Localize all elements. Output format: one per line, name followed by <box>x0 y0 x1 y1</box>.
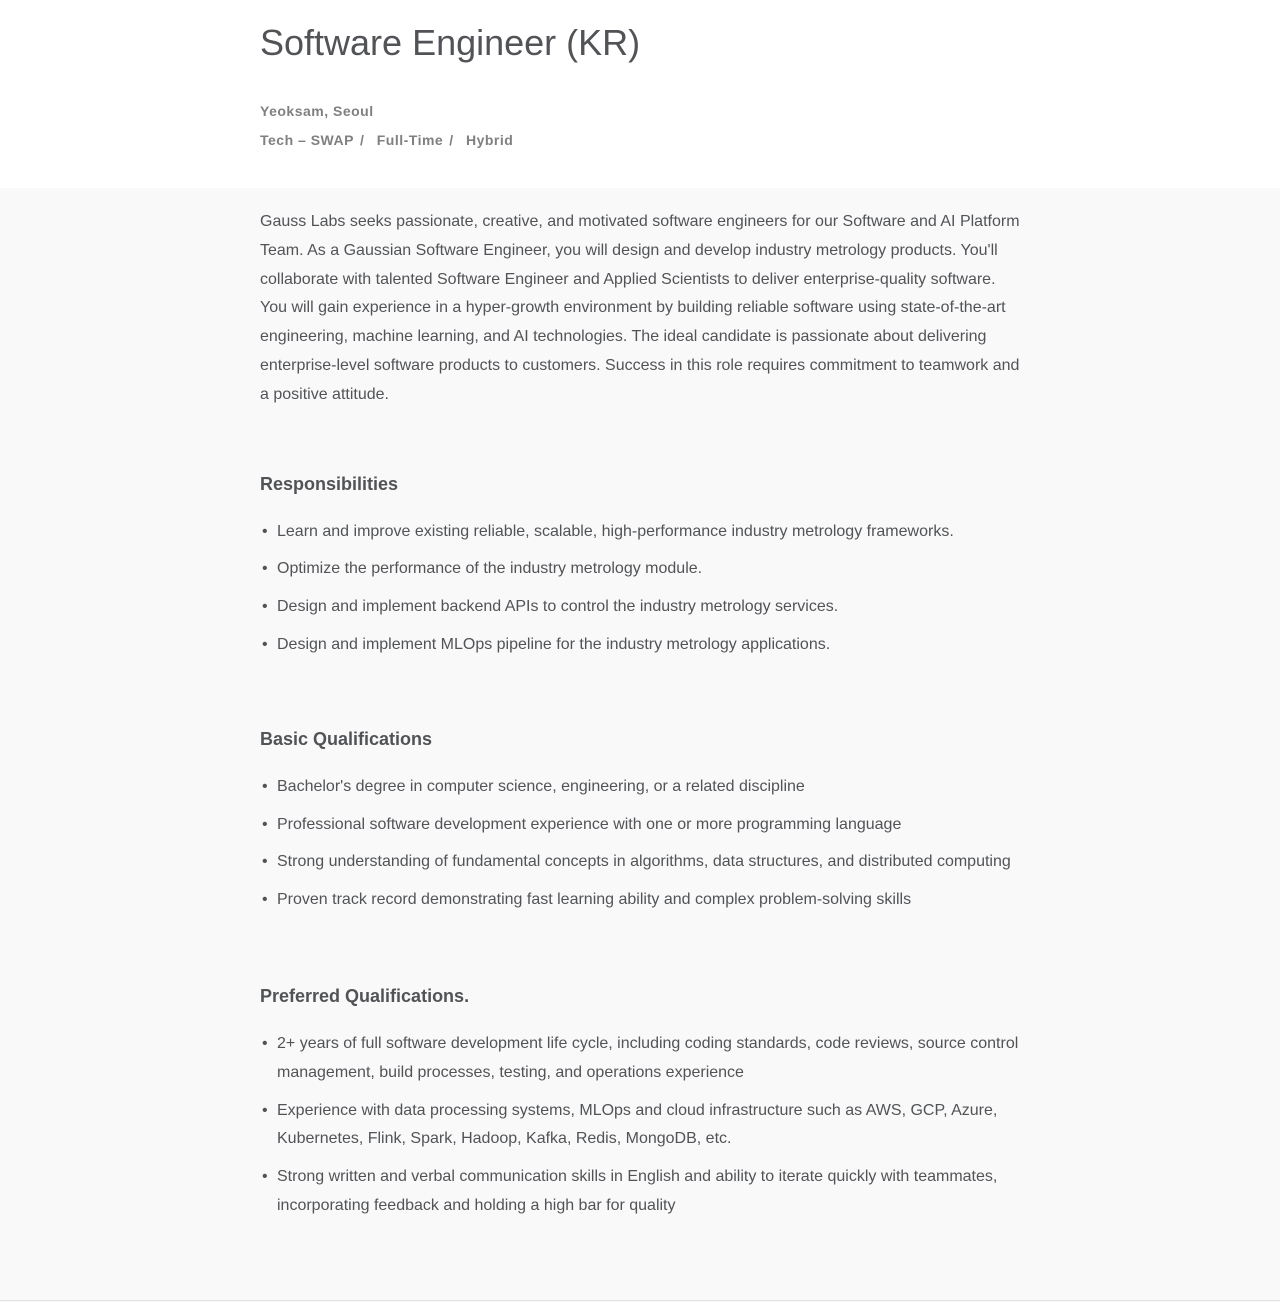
team-label: Tech – SWAP <box>260 132 354 148</box>
content-column <box>260 208 1020 1221</box>
section-heading: Preferred Qualifications. <box>260 985 470 1006</box>
responsibilities-section <box>260 472 1020 660</box>
posting-content <box>0 188 1280 1221</box>
list-item: • Bachelor's degree in computer science, engineering, or a related discipline <box>260 773 1020 802</box>
bottom-divider <box>0 1300 1280 1301</box>
list-item: • Strong written and verbal communication skills in English and ability to iterate quickly with teammates, incorporating feedback and holding a high bar for quality <box>260 1163 1020 1221</box>
list-item: • Optimize the performance of the industry metrology module. <box>260 555 1020 584</box>
posting-header <box>0 0 1280 188</box>
list-item: • Strong understanding of fundamental concepts in algorithms, data structures, and distributed computing <box>260 848 1020 877</box>
workplace-label: Hybrid <box>465 132 514 148</box>
location-label: Yeoksam, Seoul <box>260 103 374 119</box>
list-item: • 2+ years of full software development life cycle, including coding standards, code reviews, source control management, build processes, testing, and operations experience <box>260 1030 1020 1088</box>
category-separator: / <box>449 132 454 148</box>
preferred-qualifications-list <box>260 1030 1020 1221</box>
list-item: • Professional software development experience with one or more programming language <box>260 811 1020 840</box>
basic-qualifications-section <box>260 727 1020 915</box>
list-item: • Experience with data processing systems, MLOps and cloud infrastructure such as AWS, GCP, Azure, Kubernetes, Flink, Spark, Hadoop, Kafka, Redis, MongoDB, etc. <box>260 1097 1020 1155</box>
posting-headline <box>260 22 1020 160</box>
section-heading: Basic Qualifications <box>260 728 433 749</box>
preferred-qualifications-section <box>260 984 1020 1221</box>
job-description: Gauss Labs seeks passionate, creative, and motivated software engineers for our Software and AI Platform Team. As a Gaussian Software Engineer, you will design and develop industry metrology products. You'll collaborate with talented Software Engineer and Applied Scientists to deliver enterprise-quality software. You will gain experience in a hyper-growth environment by building reliable software using state-of-the-art engineering, machine learning, and AI technologies. The ideal candidate is passionate about delivering enterprise-level software products to customers. Success in this role requires commitment to teamwork and a positive attitude. <box>260 213 1020 403</box>
section-heading: Responsibilities <box>260 473 399 494</box>
list-item: • Design and implement MLOps pipeline for the industry metrology applications. <box>260 631 1020 660</box>
list-item: • Learn and improve existing reliable, scalable, high-performance industry metrology frameworks. <box>260 518 1020 547</box>
commitment-label: Full-Time <box>376 132 444 148</box>
basic-qualifications-list <box>260 773 1020 915</box>
category-line <box>260 131 1020 160</box>
list-item: • Proven track record demonstrating fast learning ability and complex problem-solving skills <box>260 886 1020 915</box>
category-separator: / <box>359 132 365 148</box>
responsibilities-list <box>260 518 1020 660</box>
posting-categories <box>260 102 1020 160</box>
page-title: Software Engineer (KR) <box>260 22 641 63</box>
list-item: • Design and implement backend APIs to control the industry metrology services. <box>260 593 1020 622</box>
